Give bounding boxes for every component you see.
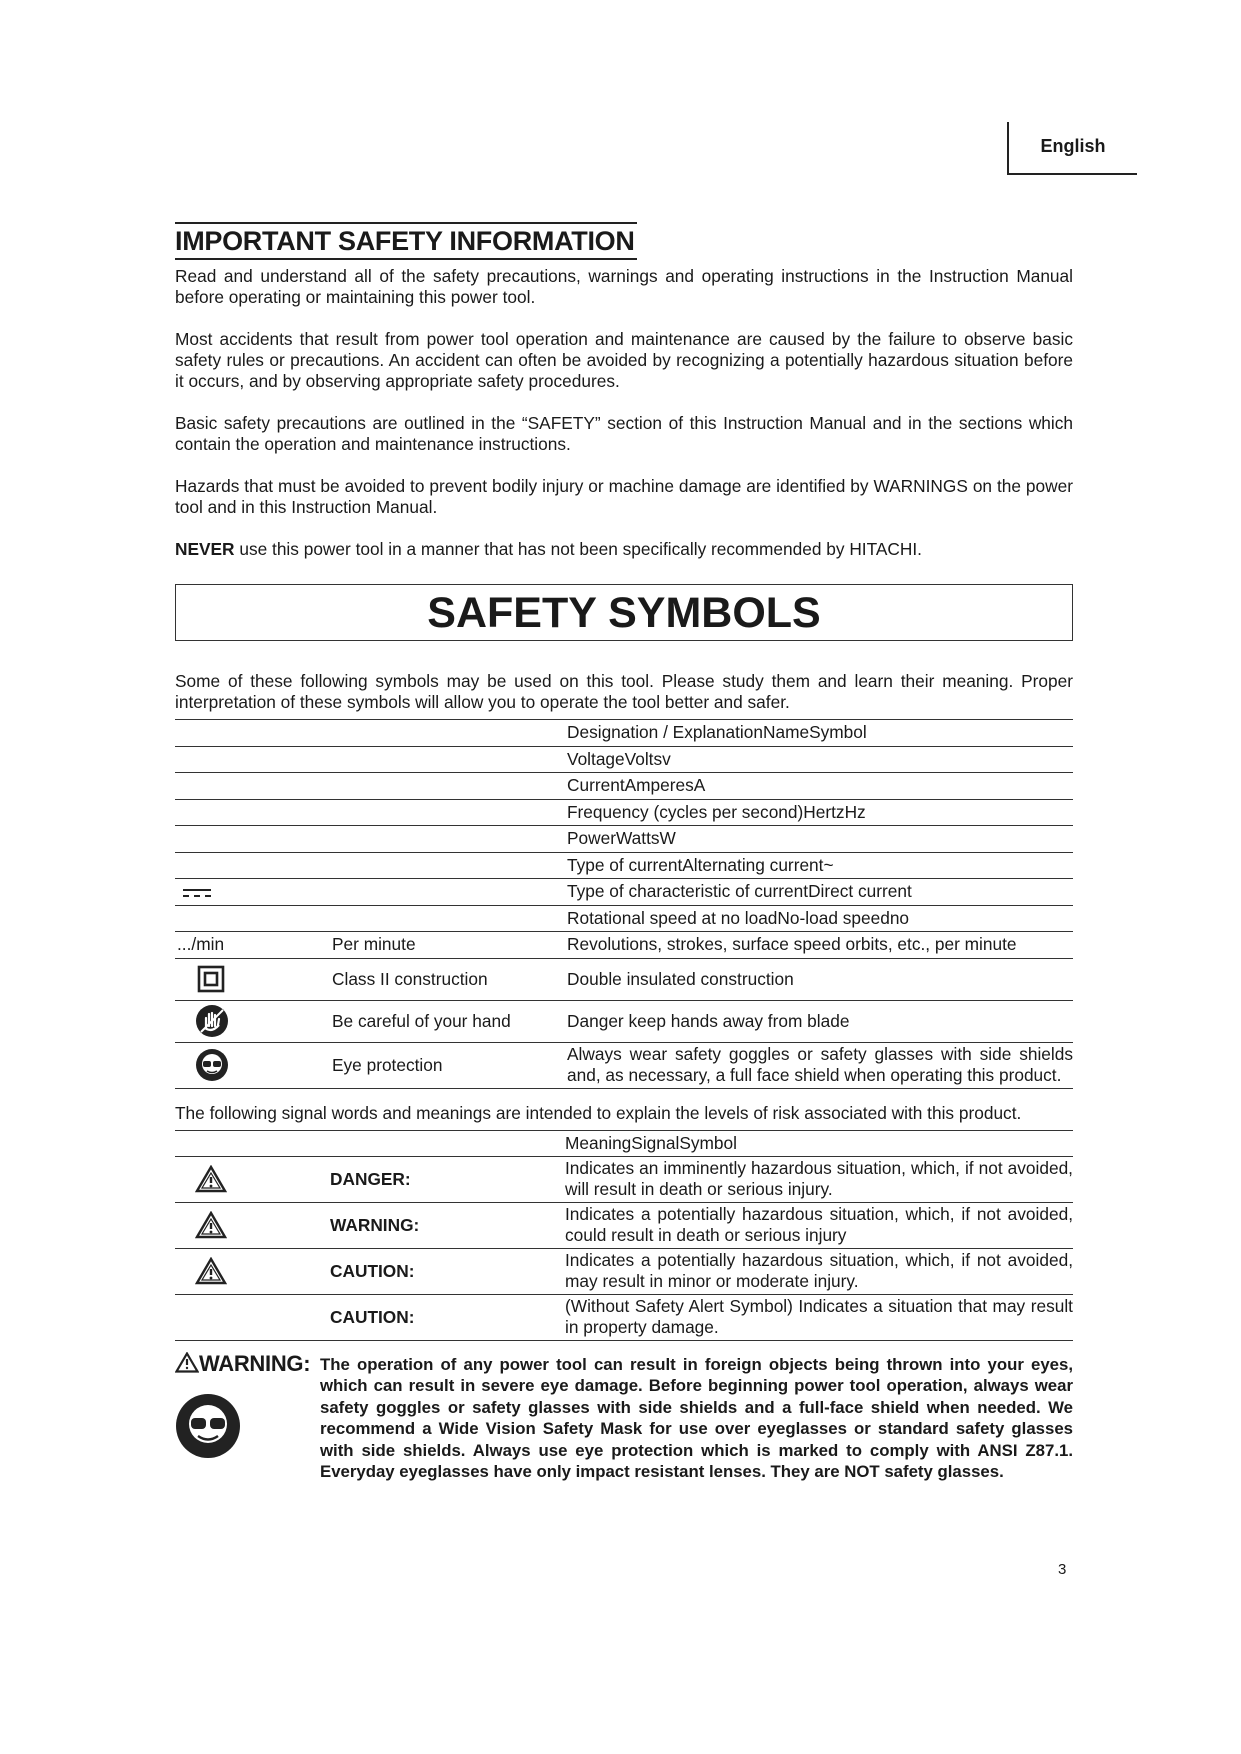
table-row [175,826,1073,853]
table-row [175,958,1073,1000]
signal-word: CAUTION: [330,1306,415,1327]
page-content [175,222,1073,1511]
signal-header-cell: MeaningSignalSymbol [565,1132,737,1153]
name-cell [332,826,567,853]
name-cell [332,879,567,906]
hand-caution-icon [195,1004,229,1038]
symbols-table-header-row [175,720,1073,747]
explanation-cell: Revolutions, strokes, surface speed orbits, etc., per minute [567,934,1017,955]
explanation-cell: Double insulated construction [567,968,794,989]
paragraph-never [175,539,1073,560]
table-row [175,1156,1073,1202]
table-row [175,1248,1073,1294]
safety-symbols-heading: SAFETY SYMBOLS [175,584,1073,641]
warning-text: The operation of any power tool can result in foreign objects being thrown into your eyes, which can result in severe eye damage. Before beginning power tool operation, always wear safety goggles or safety glasses with side shields and a full-face shield when needed. We recommend a Wide Vision Safety Mask for use over eyeglasses or standard safety glasses with side shields. Always use eye protection which is marked to comply with ANSI Z87.1. Everyday eyeglasses have only impact resistant lenses. They are NOT safety glasses. [320,1354,1073,1481]
table-row [175,1000,1073,1042]
signal-meaning: Indicates a potentially hazardous situation, which, if not avoided, could result in death or serious injury [565,1204,1073,1245]
explanation-cell: Designation / ExplanationNameSymbol [567,722,867,743]
signal-words-intro: The following signal words and meanings are intended to explain the levels of risk associated with this product. [175,1102,1022,1123]
symbol-cell [175,1202,330,1248]
double-insulation-icon [197,965,225,993]
explanation-cell: CurrentAmperesA [567,775,706,796]
important-safety-heading: IMPORTANT SAFETY INFORMATION [175,222,637,260]
eye-protection-icon [195,1048,229,1082]
alert-triangle-icon [175,1352,199,1373]
warning-label-text: WARNING: [199,1350,311,1376]
never-emphasis: NEVER [175,539,235,559]
table-row [175,1042,1073,1088]
never-text: use this power tool in a manner that has not been specifically recommended by HITACHI. [234,539,922,559]
symbol-cell [175,1294,330,1340]
symbol-cell [175,958,332,1000]
table-row [175,773,1073,800]
name-cell: Class II construction [332,968,488,989]
symbol-cell [175,720,332,747]
explanation-cell: PowerWattsW [567,828,676,849]
paragraph-accidents: Most accidents that result from power tool operation and maintenance are caused by the failure to observe basic safety rules or precautions. An accident can often be avoided by recognizing a potentially hazardous situation before it occurs, and by observing appropriate safety procedures. [175,329,1073,391]
alert-triangle-icon [195,1211,227,1239]
warning-label [175,1351,310,1377]
language-label: English [1007,122,1137,175]
explanation-cell: Type of currentAlternating current~ [567,854,834,875]
explanation-cell: Always wear safety goggles or safety glasses with side shields and, as necessary, a full face shield when operating this product. [567,1044,1073,1085]
signal-meaning: (Without Safety Alert Symbol) Indicates a situation that may result in property damage. [565,1296,1073,1337]
table-row [175,932,1073,959]
table-row [175,746,1073,773]
signal-words-table [175,1130,1073,1341]
symbol-cell [175,746,332,773]
symbol-cell [175,852,332,879]
paragraph-read-understand: Read and understand all of the safety precautions, warnings and operating instructions in the Instruction Manual before operating or maintaining this power tool. [175,266,1073,307]
table-row [175,879,1073,906]
symbol-cell [175,1248,330,1294]
symbol-cell [175,905,332,932]
explanation-cell: Rotational speed at no loadNo-load speedno [567,907,910,928]
symbol-cell [175,1000,332,1042]
name-cell: Eye protection [332,1054,443,1075]
explanation-cell: Type of characteristic of currentDirect current [567,881,912,902]
table-row [175,1294,1073,1340]
table-row [175,1202,1073,1248]
direct-current-icon [177,886,217,900]
name-cell [332,746,567,773]
symbol-cell [175,1156,330,1202]
name-cell [332,852,567,879]
symbols-table [175,719,1073,1089]
signal-word: CAUTION: [330,1260,415,1281]
explanation-cell: VoltageVoltsv [567,748,671,769]
symbol-cell [175,799,332,826]
eye-protection-icon [175,1393,241,1459]
eye-warning-block [175,1351,1073,1511]
table-row [175,852,1073,879]
signal-meaning: Indicates a potentially hazardous situation, which, if not avoided, may result in minor or moderate injury. [565,1250,1073,1291]
signal-table-header-row [175,1130,1073,1156]
name-cell: Per minute [332,934,416,955]
name-cell: Be careful of your hand [332,1010,511,1031]
explanation-cell: Danger keep hands away from blade [567,1010,850,1031]
symbol-cell [175,773,332,800]
symbols-intro: Some of these following symbols may be used on this tool. Please study them and learn their meaning. Proper interpretation of these symbols will allow you to operate the tool better and safer. [175,671,1073,712]
symbol-cell [175,826,332,853]
name-cell [332,905,567,932]
explanation-cell: Frequency (cycles per second)HertzHz [567,801,866,822]
alert-triangle-icon [195,1165,227,1193]
symbol-cell: .../min [177,934,225,955]
signal-word: WARNING: [330,1214,420,1235]
paragraph-hazards: Hazards that must be avoided to prevent bodily injury or machine damage are identified by WARNINGS on the power tool and in this Instruction Manual. [175,476,1073,517]
signal-word: DANGER: [330,1168,411,1189]
symbol-cell [175,1042,332,1088]
signal-meaning: Indicates an imminently hazardous situation, which, if not avoided, will result in death or serious injury. [565,1158,1073,1199]
table-row [175,799,1073,826]
name-cell [332,773,567,800]
symbol-cell [175,879,332,906]
table-row [175,905,1073,932]
alert-triangle-icon [195,1257,227,1285]
page-number: 3 [1058,1561,1067,1578]
name-cell [332,799,567,826]
name-cell [332,720,567,747]
paragraph-basic-precautions: Basic safety precautions are outlined in the “SAFETY” section of this Instruction Manual and in the sections which contain the operation and maintenance instructions. [175,413,1073,454]
